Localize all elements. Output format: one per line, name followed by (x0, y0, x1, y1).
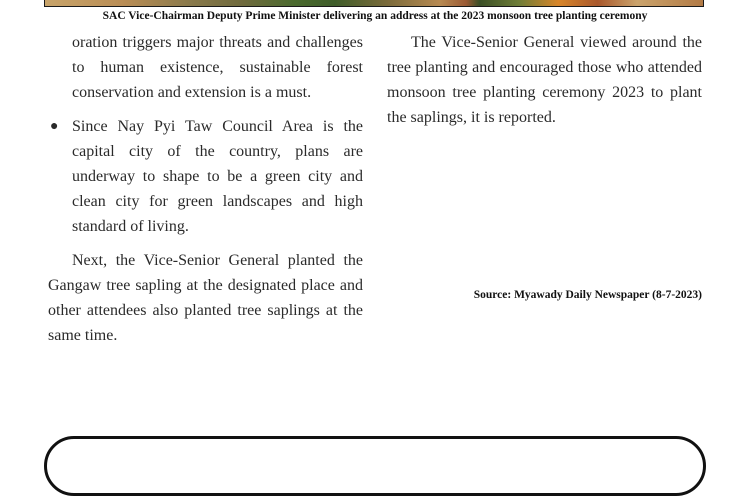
bullet-list-item (48, 114, 363, 239)
bullet-icon: ● (50, 119, 59, 134)
right-paragraph: The Vice-Senior General viewed around the tree planting and encouraged those who attended monsoon tree planting ceremony 2023 to plant the saplings, it is reported. (387, 34, 702, 126)
article-photo (44, 0, 704, 7)
photo-caption: SAC Vice-Chairman Deputy Prime Minister delivering an address at the 2023 monsoon tree planting ceremony (102, 10, 648, 22)
left-paragraph: Next, the Vice-Senior General planted the Gangaw tree sapling at the designated place and other attendees also planted tree saplings at the same time. (48, 252, 363, 344)
left-continuation-paragraph: oration triggers major threats and challenges to human existence, sustainable forest conservation and extension is a must. (72, 34, 363, 101)
bullet-text: Since Nay Pyi Taw Council Area is the capital city of the country, plans are underway to shape to be a green city and clean city for green landscapes and high standard of living. (72, 118, 363, 235)
left-column (48, 30, 363, 348)
bottom-rounded-box (44, 436, 706, 496)
source-credit: Source: Myawady Daily Newspaper (8-7-2023) (473, 289, 702, 301)
right-column (387, 30, 702, 130)
